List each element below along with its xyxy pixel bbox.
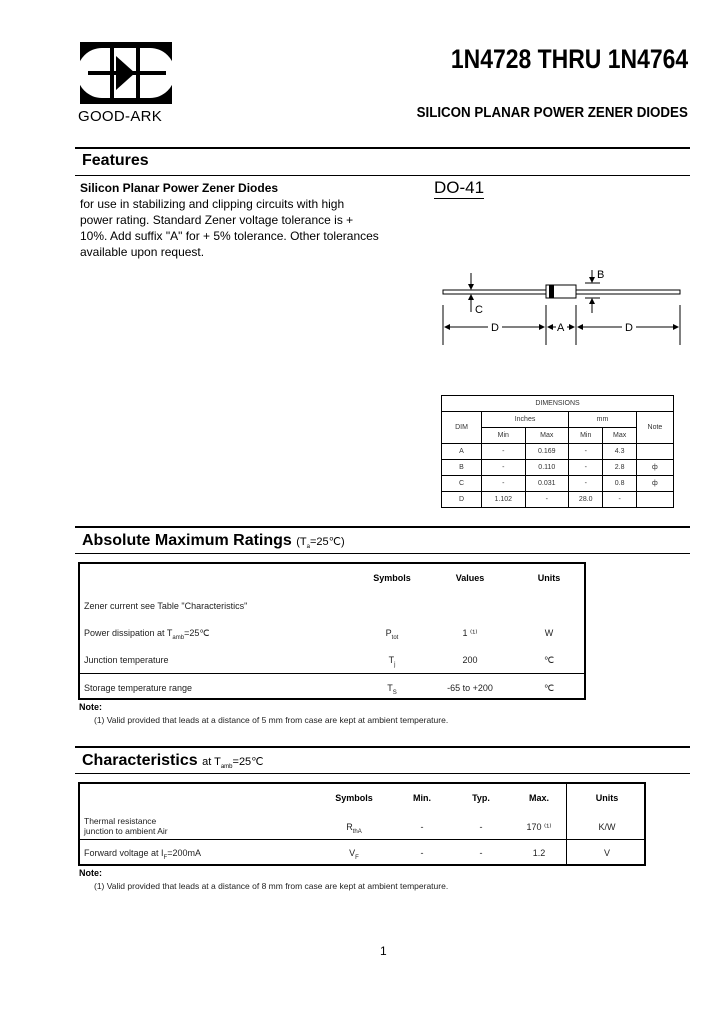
row-label: Thermal resistance junction to ambient Air xyxy=(84,816,168,836)
dimension-cell: 28.0 xyxy=(569,492,603,508)
dimension-cell: - xyxy=(569,476,603,492)
row-symbol: $T_j$ xyxy=(388,655,396,668)
row-value: 200 xyxy=(462,655,478,665)
brand-name: GOOD-ARK xyxy=(78,108,163,125)
ratings-heading: Absolute Maximum Ratings $(T_a=25℃)$ xyxy=(82,532,345,551)
dimension-cell: - xyxy=(482,476,526,492)
dimension-cell: - xyxy=(525,492,569,508)
note-text: (1) Valid provided that leads at a distance of 5 mm from case are kept at ambient temperature. xyxy=(94,715,449,725)
dimension-cell: - xyxy=(482,460,526,476)
divider xyxy=(75,553,690,554)
dimension-cell: ф xyxy=(636,476,673,492)
dimension-cell: ф xyxy=(636,460,673,476)
row-label: Power dissipation at $T_{amb}=25℃$ xyxy=(84,628,210,641)
divider xyxy=(75,746,690,748)
dimension-cell: - xyxy=(603,492,636,508)
col-min: Min xyxy=(482,428,526,444)
dimension-cell: B xyxy=(442,460,482,476)
package-outline-drawing xyxy=(0,0,720,360)
dim-label-c: C xyxy=(475,304,483,316)
row-min: - xyxy=(420,848,424,858)
row-label: Junction temperature xyxy=(84,655,169,665)
dimension-row xyxy=(442,492,674,508)
col-max: Max xyxy=(525,428,569,444)
row-max: 1.2 xyxy=(532,848,546,858)
features-lead: Silicon Planar Power Zener Diodes xyxy=(80,181,279,195)
row-min: - xyxy=(420,822,424,832)
row-unit: V xyxy=(603,848,611,858)
row-label: Zener current see Table "Characteristics" xyxy=(84,601,248,611)
col-symbols: Symbols xyxy=(335,793,373,803)
dim-label-d: D xyxy=(491,322,499,334)
row-unit: W xyxy=(544,628,554,638)
dimension-row xyxy=(442,476,674,492)
page-number: 1 xyxy=(380,944,387,958)
characteristics-table xyxy=(78,782,646,866)
dimension-cell: C xyxy=(442,476,482,492)
dimension-cell: 0.8 xyxy=(603,476,636,492)
row-symbol: $P_{tot}$ xyxy=(385,628,399,641)
dim-label-d: D xyxy=(625,322,633,334)
col-units: Units xyxy=(537,573,561,583)
dimensions-table xyxy=(441,395,674,508)
dimension-cell: 1.102 xyxy=(482,492,526,508)
lead-left xyxy=(443,290,546,294)
col-max: Max xyxy=(603,428,636,444)
package-label: DO-41 xyxy=(434,178,485,197)
col-dim: DIM xyxy=(442,412,482,444)
features-heading: Features xyxy=(82,152,149,169)
features-body: for use in stabilizing and clipping circuits with high power rating. Standard Zener voltage tolerance is + 10%. Add suffix "A" for + 5% tolerance. Other tolerances available upon request. xyxy=(80,197,379,259)
row-symbol: $R_{thA}$ xyxy=(346,822,362,835)
row-unit: ℃ xyxy=(543,683,555,693)
dimension-cell: A xyxy=(442,444,482,460)
col-units: Units xyxy=(595,793,619,803)
ratings-condition: $(T_a=25℃)$ xyxy=(296,536,345,551)
note-heading: Note: xyxy=(79,702,102,712)
column-divider xyxy=(566,784,567,864)
dimension-cell: D xyxy=(442,492,482,508)
row-max: 170 ⁽¹⁾ xyxy=(526,822,552,832)
dimension-cell: - xyxy=(569,444,603,460)
dimension-row xyxy=(442,444,674,460)
row-value: -65 to +200 xyxy=(447,683,493,693)
dimension-cell: 0.110 xyxy=(525,460,569,476)
row-symbol: $V_F$ xyxy=(349,848,359,861)
row-divider xyxy=(80,673,584,674)
dimension-cell: - xyxy=(482,444,526,460)
dim-label-a: A xyxy=(557,322,565,334)
row-unit: K/W xyxy=(598,822,616,832)
row-label: Forward voltage at $I_F=200mA$ xyxy=(84,848,201,861)
note-heading: Note: xyxy=(79,868,102,878)
col-min: Min xyxy=(569,428,603,444)
dimension-cell: 4.3 xyxy=(603,444,636,460)
characteristics-condition: at $T_{amb}=25℃$ xyxy=(202,756,264,771)
document-subtitle: SILICON PLANAR POWER ZENER DIODES xyxy=(416,105,688,121)
row-typ: - xyxy=(479,848,483,858)
row-value: 1 ⁽¹⁾ xyxy=(462,628,478,638)
col-mm: mm xyxy=(569,412,637,428)
col-note: Note xyxy=(636,412,673,444)
dimension-cell: 2.8 xyxy=(603,460,636,476)
col-min: Min. xyxy=(413,793,431,803)
row-label: Storage temperature range xyxy=(84,683,193,693)
dimension-cell xyxy=(636,444,673,460)
dimension-cell: 0.169 xyxy=(525,444,569,460)
document-title: 1N4728 THRU 1N4764 xyxy=(450,44,688,74)
col-symbols: Symbols xyxy=(373,573,411,583)
dim-label-b: B xyxy=(597,269,605,281)
dimension-cell: 0.031 xyxy=(525,476,569,492)
ratings-table xyxy=(78,562,586,700)
divider xyxy=(75,526,690,528)
dimension-cell xyxy=(636,492,673,508)
row-divider xyxy=(80,839,644,840)
dimension-row xyxy=(442,460,674,476)
dimensions-title: DIMENSIONS xyxy=(442,396,674,412)
divider xyxy=(75,773,690,774)
col-typ: Typ. xyxy=(472,793,490,803)
col-inches: Inches xyxy=(482,412,569,428)
note-text: (1) Valid provided that leads at a distance of 8 mm from case are kept at ambient temperature. xyxy=(94,881,449,891)
row-typ: - xyxy=(479,822,483,832)
row-symbol: $T_S$ xyxy=(387,683,397,696)
row-unit: ℃ xyxy=(543,655,555,665)
dimension-cell: - xyxy=(569,460,603,476)
characteristics-heading: Characteristics at $T_{amb}=25℃$ xyxy=(82,752,264,771)
lead-right xyxy=(576,290,680,294)
col-values: Values xyxy=(455,573,485,583)
col-max: Max. xyxy=(528,793,550,803)
